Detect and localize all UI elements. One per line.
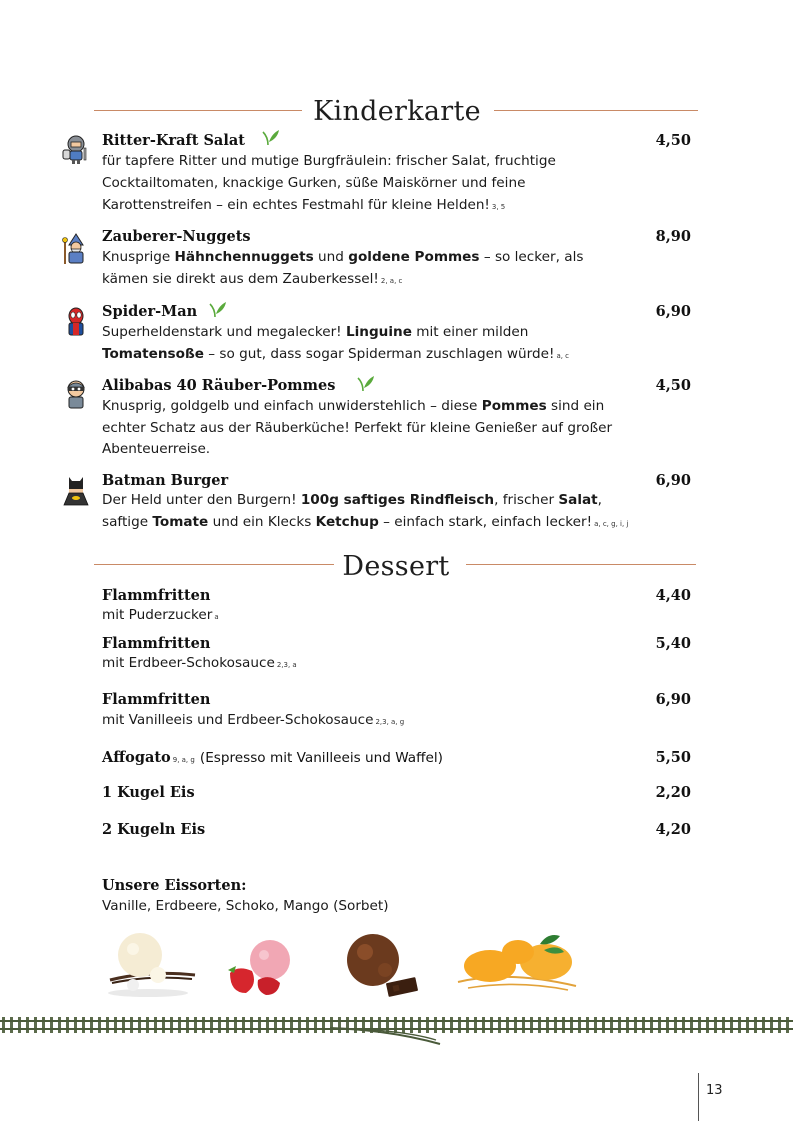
item-name: 2 Kugeln Eis — [102, 821, 206, 838]
item-description: echter Schatz aus der Räuberküche! Perfekt für kleine Genießer auf großer — [102, 420, 613, 436]
railway-track-decoration — [0, 1016, 793, 1046]
item-price: 5,40 — [655, 635, 691, 652]
item-price: 4,50 — [655, 132, 691, 149]
vegetarian-leaf-icon — [208, 300, 228, 318]
item-name: Flammfritten — [102, 587, 211, 604]
item-price: 6,90 — [655, 472, 691, 489]
allergen-codes: 2, a, c — [380, 277, 403, 285]
item-description: Superheldenstark und megalecker! Linguine mit einer milden — [102, 324, 529, 340]
vegetarian-leaf-icon — [261, 128, 281, 146]
section-rule-left — [94, 110, 302, 111]
knight-icon — [60, 133, 92, 165]
section-rule-right — [494, 110, 698, 111]
item-name: Batman Burger — [102, 472, 229, 489]
allergen-codes: a — [214, 613, 219, 621]
item-description: (Espresso mit Vanilleeis und Waffel) — [199, 750, 443, 766]
item-price: 4,20 — [655, 821, 691, 838]
item-price: 5,50 — [655, 749, 691, 766]
item-description: mit Vanilleeis und Erdbeer-Schokosauce 2,3, a, g — [102, 712, 405, 728]
vanilla-ice-cream-image — [100, 925, 200, 1000]
flavors-heading: Unsere Eissorten: — [102, 877, 247, 894]
item-description: Cocktailtomaten, knackige Gurken, süße Maiskörner und feine — [102, 175, 526, 191]
allergen-codes: 2,3, a, g — [375, 718, 405, 726]
item-name: Flammfritten — [102, 635, 211, 652]
allergen-codes: a, c — [556, 352, 570, 360]
flavors-list: Vanille, Erdbeere, Schoko, Mango (Sorbet) — [102, 898, 389, 914]
item-price: 4,40 — [655, 587, 691, 604]
item-price: 8,90 — [655, 228, 691, 245]
item-name: Ritter-Kraft Salat — [102, 132, 245, 149]
mango-sorbet-image — [448, 930, 583, 1000]
item-description: kämen sie direkt aus dem Zauberkessel! 2, a, c — [102, 271, 403, 287]
allergen-codes: a, c, g, i, j — [594, 520, 629, 528]
item-name: Affogato 9, a, g (Espresso mit Vanilleeis und Waffel) — [102, 749, 443, 766]
allergen-codes: 3, 5 — [491, 203, 506, 211]
chocolate-ice-cream-image — [335, 928, 430, 1000]
robber-icon — [60, 378, 92, 410]
allergen-codes: 9, a, g — [172, 756, 195, 764]
item-name: Zauberer-Nuggets — [102, 228, 251, 245]
item-price: 6,90 — [655, 691, 691, 708]
item-description: Der Held unter den Burgern! 100g saftiges Rindfleisch, frischer Salat, — [102, 492, 602, 508]
page-number: 13 — [706, 1083, 723, 1098]
item-description: saftige Tomate und ein Klecks Ketchup – einfach stark, einfach lecker! a, c, g, i, j — [102, 514, 629, 530]
item-price: 2,20 — [655, 784, 691, 801]
item-name: 1 Kugel Eis — [102, 784, 195, 801]
item-description: mit Puderzucker a — [102, 607, 219, 623]
item-description: mit Erdbeer-Schokosauce 2,3, a — [102, 655, 297, 671]
item-description: für tapfere Ritter und mutige Burgfräulein: frischer Salat, fruchtige — [102, 153, 556, 169]
strawberry-ice-cream-image — [218, 935, 308, 1000]
section-title-dessert: Dessert — [342, 551, 450, 582]
allergen-codes: 2,3, a — [276, 661, 297, 669]
vegetarian-leaf-icon — [356, 374, 376, 392]
spiderman-icon — [60, 305, 92, 337]
item-description: Knusprige Hähnchennuggets und goldene Pommes – so lecker, als — [102, 249, 584, 265]
wizard-icon — [60, 233, 92, 265]
section-rule-right — [466, 564, 696, 565]
item-name: Alibabas 40 Räuber-Pommes — [102, 377, 336, 394]
section-rule-left — [94, 564, 334, 565]
batman-icon — [60, 474, 92, 506]
item-name: Flammfritten — [102, 691, 211, 708]
item-description: Knusprig, goldgelb und einfach unwiderstehlich – diese Pommes sind ein — [102, 398, 605, 414]
item-price: 4,50 — [655, 377, 691, 394]
section-title-kinderkarte: Kinderkarte — [313, 96, 481, 127]
item-description: Tomatensoße – so gut, dass sogar Spiderman zuschlagen würde! a, c — [102, 346, 570, 362]
item-description: Karottenstreifen – ein echtes Festmahl für kleine Helden! 3, 5 — [102, 197, 506, 213]
page-divider — [698, 1073, 699, 1121]
item-description: Abenteuerreise. — [102, 441, 211, 457]
item-name: Spider-Man — [102, 303, 198, 320]
item-price: 6,90 — [655, 303, 691, 320]
